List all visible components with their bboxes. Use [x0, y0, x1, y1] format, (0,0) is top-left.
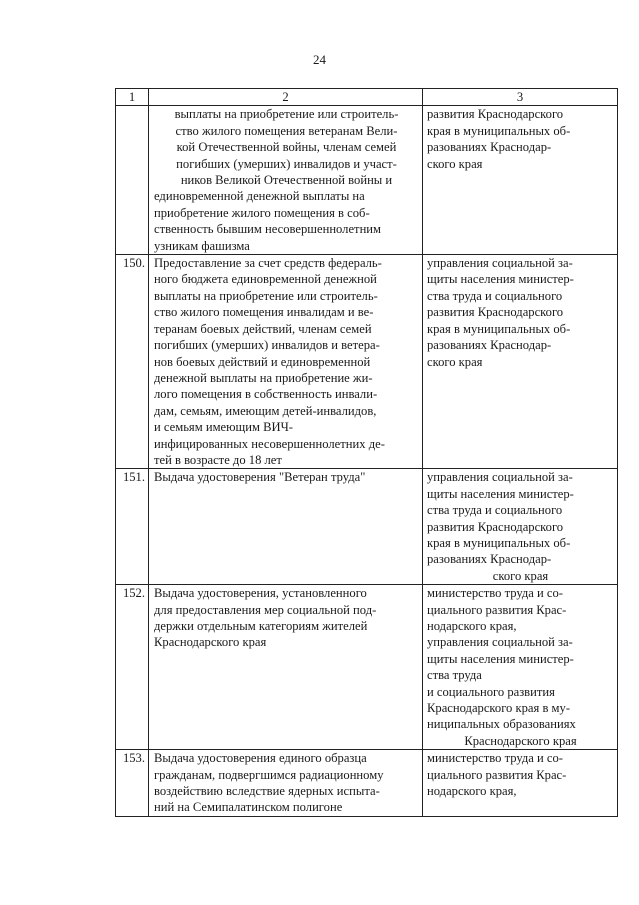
description-line: кой Отечественной войны, членам семей: [176, 140, 397, 155]
description-line: погибших (умерших) инвалидов и ветера-: [154, 338, 380, 353]
service-description-cell: [149, 750, 423, 817]
description-line: ство жилого помещения инвалидам и ве-: [154, 305, 374, 320]
authority-line: управления социальной за-: [427, 256, 573, 271]
authority-line: управления социальной за-: [427, 635, 573, 650]
description-line: теранам боевых действий, членам семей: [154, 321, 372, 336]
page-number: 24: [313, 52, 326, 67]
description-line: Выдача удостоверения, установленного: [154, 586, 367, 601]
description-line: инфицированных несовершеннолетних де-: [154, 436, 385, 451]
authority-line: ства труда и социального: [427, 503, 563, 518]
authority-line: циального развития Крас-: [427, 767, 567, 782]
row-number-cell: [116, 106, 149, 255]
authority-line: края в муниципальных об-: [427, 321, 571, 336]
authority-line: циального развития Крас-: [427, 602, 567, 617]
services-table: [115, 88, 618, 817]
responsible-authority-cell: [423, 750, 618, 817]
description-line: ство жилого помещения ветеранам Вели-: [175, 123, 398, 138]
service-description-cell: [149, 585, 423, 750]
table-row-151: [116, 469, 618, 585]
description-line: выплаты на приобретение или строитель-: [174, 107, 399, 122]
description-line: лого помещения в собственность инвали-: [154, 387, 378, 402]
authority-line: Краснодарского края в му-: [427, 701, 571, 716]
authority-line: нодарского края,: [427, 784, 517, 799]
description-line: держки отдельным категориям жителей: [154, 619, 368, 633]
description-line: ников Великой Отечественной войны и: [180, 173, 393, 188]
description-line: узникам фашизма: [154, 238, 250, 253]
description-line: Выдача удостоверения единого образца: [154, 751, 367, 766]
authority-line: щиты населения министер-: [427, 651, 574, 666]
description-line: дам, семьям, имеющим детей-инвалидов,: [154, 403, 377, 418]
description-line: ний на Семипалатинском полигоне: [154, 800, 343, 815]
description-line: гражданам, подвергшимся радиационному: [154, 767, 384, 782]
description-line: приобретение жилого помещения в соб-: [154, 205, 370, 220]
authority-line: развития Краснодарского: [427, 519, 564, 534]
description-line: выплаты на приобретение или строитель-: [154, 288, 378, 303]
row-number-cell: 152.: [116, 585, 149, 750]
authority-line: щиты населения министер-: [427, 272, 574, 287]
column-header-1: 1: [116, 89, 149, 106]
description-line: тей в возрасте до 18 лет: [154, 452, 282, 467]
authority-line: ского края: [492, 568, 549, 583]
authority-line: управления социальной за-: [427, 470, 573, 485]
authority-line: министерство труда и со-: [427, 586, 563, 601]
authority-line: и социального развития: [427, 684, 555, 699]
authority-line: разованиях Краснодар-: [427, 552, 552, 567]
authority-line: ства труда: [427, 668, 482, 683]
responsible-authority-cell: [423, 469, 618, 585]
description-line: воздействию вследствие ядерных испыта-: [154, 784, 380, 799]
row-number-cell: 151.: [116, 469, 149, 585]
responsible-authority-cell: [423, 106, 618, 255]
description-line: единовременной денежной выплаты на: [154, 189, 365, 204]
description-line: нов боевых действий и единовременной: [154, 354, 371, 369]
authority-line: края в муниципальных об-: [427, 535, 571, 550]
table-row-153: [116, 750, 618, 817]
table-header-row: [116, 89, 618, 106]
authority-line: развития Краснодарского: [427, 107, 564, 122]
description-line: для предоставления мер социальной под-: [154, 602, 377, 617]
description-line: и семьям имеющим ВИЧ-: [154, 420, 293, 435]
row-number-cell: 153.: [116, 750, 149, 817]
service-description-cell: [149, 255, 423, 469]
authority-line: разованиях Краснодар-: [427, 338, 552, 353]
column-header-3: 3: [423, 89, 618, 106]
service-description-cell: [149, 469, 423, 585]
authority-line: министерство труда и со-: [427, 751, 563, 766]
description-line: погибших (умерших) инвалидов и участ-: [176, 156, 397, 171]
description-line: денежной выплаты на приобретение жи-: [154, 370, 373, 385]
table-row-150: [116, 255, 618, 469]
row-number-cell: 150.: [116, 255, 149, 469]
description-line: Краснодарского края: [154, 635, 267, 650]
description-line: Предоставление за счет средств федераль-: [154, 256, 382, 271]
authority-line: разованиях Краснодар-: [427, 140, 552, 155]
authority-line: ского края: [427, 354, 483, 369]
column-header-2: 2: [149, 89, 423, 106]
table-row-152: [116, 585, 618, 750]
authority-line: щиты населения министер-: [427, 486, 574, 501]
authority-line: развития Краснодарского: [427, 305, 564, 320]
description-line: ного бюджета единовременной денежной: [154, 272, 377, 287]
service-description-cell: [149, 106, 423, 255]
description-line: ственность бывшим несовершеннолетним: [154, 222, 382, 237]
authority-line: ского края: [427, 156, 483, 171]
authority-line: нодарского края,: [427, 619, 517, 633]
authority-line: ниципальных образованиях: [427, 717, 576, 732]
responsible-authority-cell: [423, 255, 618, 469]
authority-line: ства труда и социального: [427, 288, 563, 303]
authority-line: края в муниципальных об-: [427, 123, 571, 138]
responsible-authority-cell: [423, 585, 618, 750]
description-line: Выдача удостоверения "Ветеран труда": [154, 470, 366, 485]
table-row-continuation: [116, 106, 618, 255]
authority-line: Краснодарского края: [464, 733, 577, 748]
